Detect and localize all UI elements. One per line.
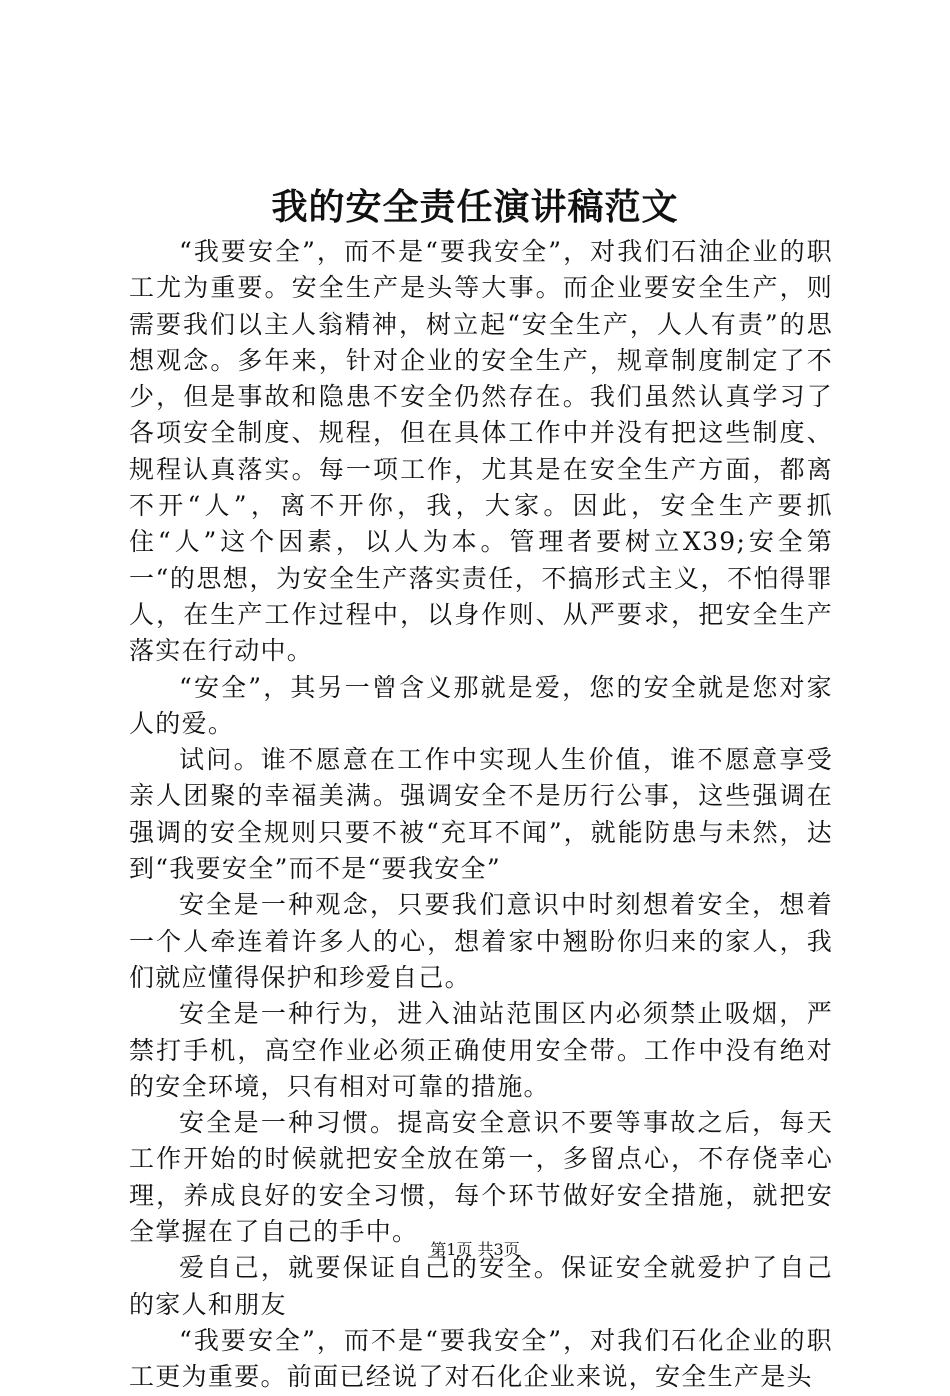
paragraph: 安全是一种习惯。提高安全意识不要等事故之后，每天工作开始的时候就把安全放在第一，多留点心，不存侥幸心理，养成良好的安全习惯，每个环节做好安全措施，就把安全掌握在了自己的手中。 xyxy=(129,1108,833,1247)
paragraph: “我要安全”，而不是“要我安全”，对我们石油企业的职工尤为重要。安全生产是头等大事。而企业要安全生产，则需要我们以主人翁精神，树立起“安全生产，人人有责”的思想观念。多年来，针对企业的安全生产，规章制度制定了不少，但是事故和隐患不安全仍然存在。我们虽然认真学习了各项安全制度、规程，但在具体工作中并没有把这些制度、规程认真落实。每一项工作，尤其是在安全生产方面，都离不开“人”，离不开你，我，大家。因此，安全生产要抓住“人”这个因素，以人为本。管理者要树立X39;安全第一“的思想，为安全生产落实责任，不搞形式主义，不怕得罪人，在生产工作过程中，以身作则、从严要求，把安全生产落实在行动中。 xyxy=(129,237,833,666)
paragraph: 试问。谁不愿意在工作中实现人生价值，谁不愿意享受亲人团聚的幸福美满。强调安全不是历行公事，这些强调在强调的安全规则只要不被“充耳不闻”，就能防患与未然，达到“我要安全”而不是“要我安全” xyxy=(129,745,833,884)
paragraph: “安全”，其另一曾含义那就是爱，您的安全就是您对家人的爱。 xyxy=(129,672,833,738)
page-number-footer: 第1页 共3页 xyxy=(430,1240,520,1259)
paragraph: 安全是一种观念，只要我们意识中时刻想着安全，想着一个人牵连着许多人的心，想着家中翘盼你归来的家人，我们就应懂得保护和珍爱自己。 xyxy=(129,890,833,992)
document-title: 我的安全责任演讲稿范文 xyxy=(271,186,679,228)
paragraph: 安全是一种行为，进入油站范围区内必须禁止吸烟，严禁打手机，高空作业必须正确使用安全带。工作中没有绝对的安全环境，只有相对可靠的措施。 xyxy=(129,999,833,1101)
document-body xyxy=(129,234,833,1396)
paragraph: 爱自己，就要保证自己的安全。保证安全就爱护了自己的家人和朋友 xyxy=(129,1253,833,1319)
paragraph: “我要安全”，而不是“要我安全”，对我们石化企业的职工更为重要。前面已经说了对石化企业来说，安全生产是头 xyxy=(129,1325,833,1392)
